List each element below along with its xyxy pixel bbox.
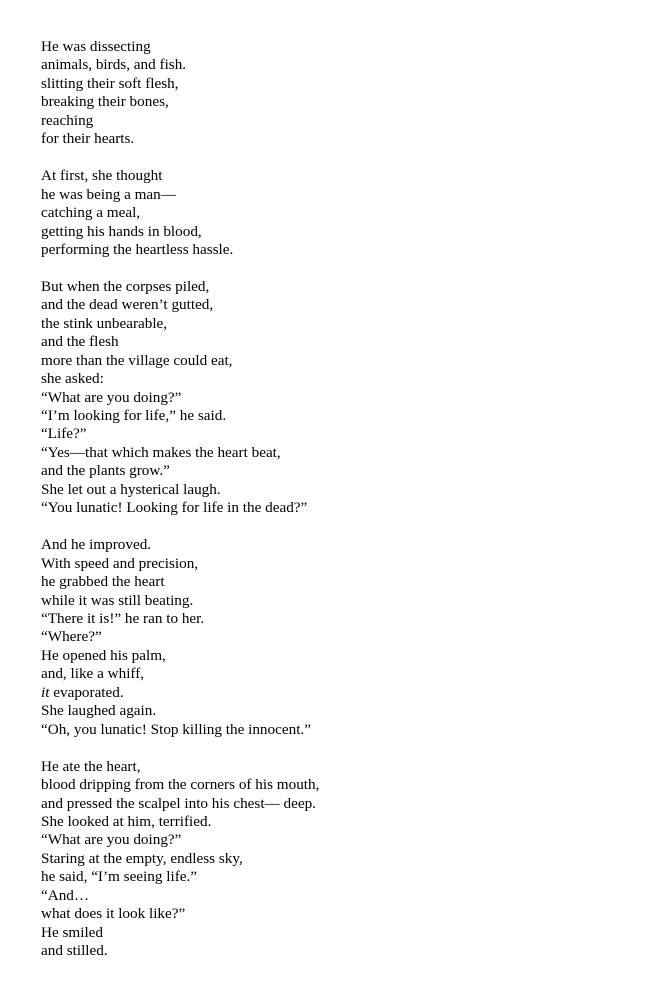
poem-line: “There it is!” he ran to her. [41,610,205,627]
poem-line: But when the corpses piled, [41,277,210,295]
poem-line: With speed and precision, [41,554,199,572]
poem-line: and stilled. [41,942,108,960]
poem-line: what does it look like?” [41,905,186,923]
stanza-5 [41,758,319,961]
poem-line: getting his hands in blood, [41,222,202,240]
poem-line: And he improved. [41,536,152,554]
poem-line: reaching [41,111,94,129]
poem-line: and the plants grow.” [41,462,170,480]
stanza-2 [41,167,319,259]
poem-line-rest: evaporated. [53,683,124,701]
poem-line: He ate the heart, [41,757,141,775]
poem-line: At first, she thought [41,167,163,185]
poem-line: catching a meal, [41,204,141,222]
poem-line: She let out a hysterical laugh. [41,480,221,498]
stanza-4 [41,536,319,739]
poem-line: and the dead weren’t gutted, [41,296,214,314]
poem-line: and the flesh [41,333,119,351]
poem-line: “What are you doing?” [41,388,182,406]
poem-line: animals, birds, and fish. [41,56,187,74]
poem-line: blood dripping from the corners of his mouth, [41,776,320,794]
poem-line: breaking their bones, [41,93,169,111]
poem-line: for their hearts. [41,130,135,148]
poem-line: “And… [41,886,90,904]
poem-line: Staring at the empty, endless sky, [41,849,243,867]
poem-line: more than the village could eat, [41,351,233,369]
stanza-1 [41,38,319,149]
poem-line [41,684,319,702]
poem-line: he was being a man— [41,185,176,203]
poem-line: “What are you doing?” [41,831,182,849]
italic-word: it [41,683,50,701]
poem-line: performing the heartless hassle. [41,240,234,258]
poem-line: He opened his palm, [41,646,166,664]
poem-line: the stink unbearable, [41,314,168,332]
poem-line: he grabbed the heart [41,573,165,591]
poem-line: “You lunatic! Looking for life in the dead?” [41,499,308,517]
poem-line: and, like a whiff, [41,665,145,683]
poem-line: he said, “I’m seeing life.” [41,868,198,886]
poem-line: He was dissecting [41,38,151,55]
poem-line: and pressed the scalpel into his chest— deep. [41,794,316,812]
poem-line: “I’m looking for life,” he said. [41,407,227,425]
poem-line: She looked at him, terrified. [41,812,212,830]
poem [41,38,319,979]
stanza-3 [41,278,319,518]
poem-line: “Life?” [41,425,87,443]
poem-line: She laughed again. [41,702,157,720]
poem-line: He smiled [41,923,104,941]
poem-line: “Oh, you lunatic! Stop killing the innocent.” [41,720,311,738]
poem-line: while it was still beating. [41,591,194,609]
poem-line: she asked: [41,370,104,388]
poem-line: “Yes—that which makes the heart beat, [41,443,281,461]
poem-line: “Where?” [41,628,102,646]
poem-line: slitting their soft flesh, [41,74,179,92]
